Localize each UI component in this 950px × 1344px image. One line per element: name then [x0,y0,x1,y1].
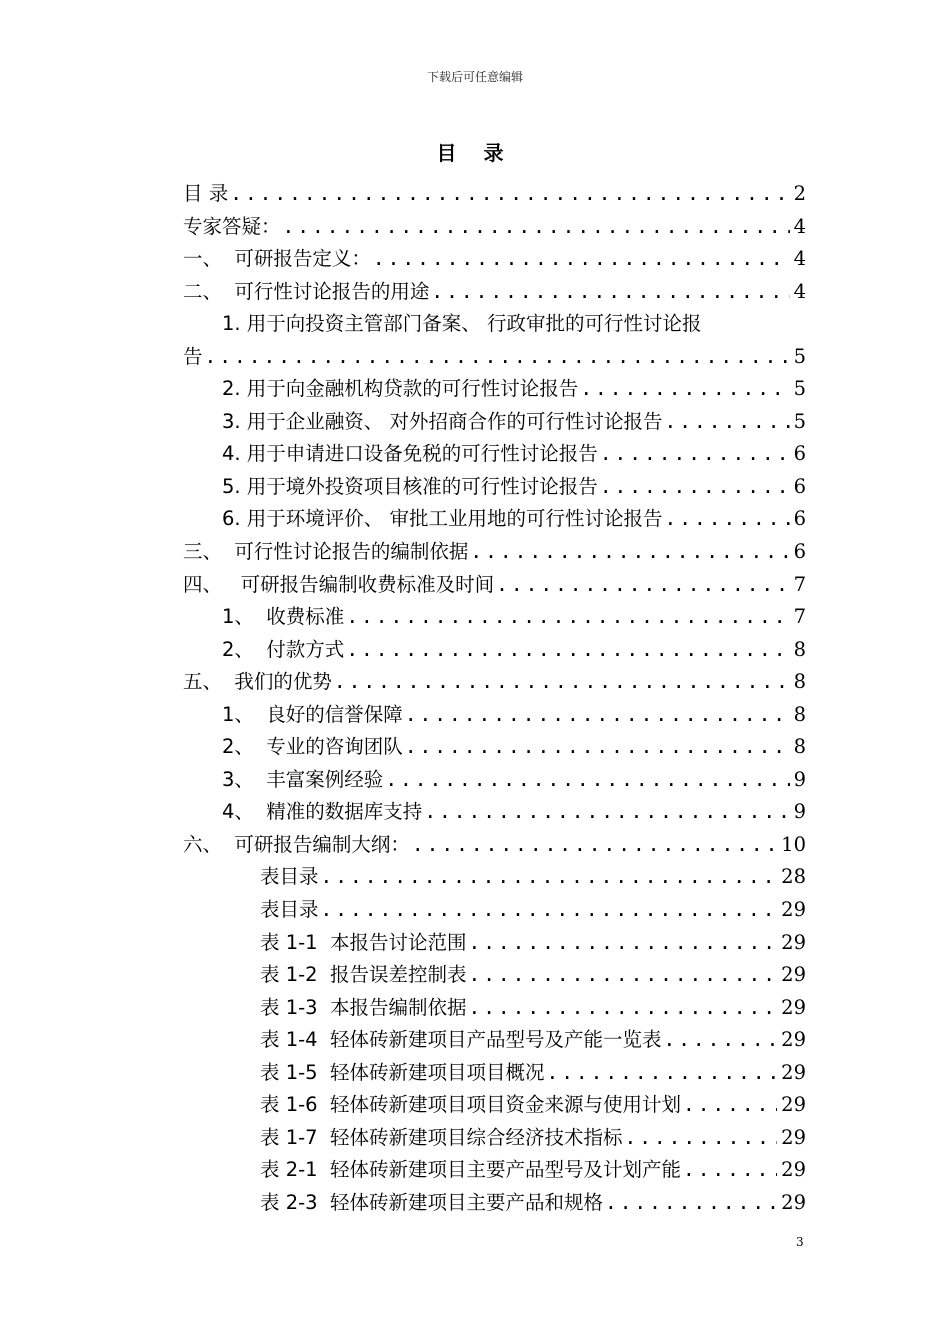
toc-leader-dots [470,536,789,569]
toc-leader-dots [605,1187,777,1220]
toc-leader-dots [334,666,790,699]
toc-entry-page: 4 [793,247,806,271]
toc-entry[interactable] [0,894,950,927]
toc-leader-dots [683,1089,777,1122]
toc-entry[interactable] [0,1154,950,1187]
toc-entry-page: 29 [781,1028,806,1052]
toc-leader-dots [468,927,777,960]
toc-entry[interactable] [0,438,950,471]
toc-entry-page: 8 [793,702,806,726]
toc-leader-dots [283,211,790,244]
toc-entry-title: 3. 用于企业融资、 对外招商合作的可行性讨论报告 [222,409,663,433]
toc-entry[interactable] [0,829,950,862]
toc-leader-dots [205,341,790,374]
toc-entry[interactable] [0,764,950,797]
toc-entry[interactable] [0,276,950,309]
toc-leader-dots [665,503,790,536]
toc-leader-dots [346,601,789,634]
toc-entry[interactable] [0,341,950,374]
toc-leader-dots [373,243,790,276]
toc-entry[interactable] [0,1122,950,1155]
toc-entry-page: 29 [781,930,806,954]
toc-entry-title: 表 1-1 本报告讨论范围 [260,930,467,954]
toc-leader-dots [230,178,789,211]
toc-entry-page: 6 [793,474,806,498]
toc-entry-title: 表 1-6 轻体砖新建项目项目资金来源与使用计划 [260,1093,681,1117]
table-of-contents [0,178,950,1220]
toc-entry-title: 目 录 [183,182,229,205]
toc-entry[interactable] [0,699,950,732]
toc-entry[interactable] [0,992,950,1025]
toc-leader-dots [683,1154,777,1187]
toc-entry-title: 四、 可研报告编制收费标准及时间 [183,572,495,596]
toc-entry-title: 表目录 [260,865,319,889]
toc-leader-dots [346,634,789,667]
toc-entry[interactable] [0,927,950,960]
toc-entry-page: 29 [781,898,806,922]
toc-leader-dots [405,731,790,764]
toc-leader-dots [321,894,778,927]
toc-entry-title: 表 2-1 轻体砖新建项目主要产品型号及计划产能 [260,1158,681,1182]
toc-entry-page: 9 [793,767,806,791]
toc-entry-page: 8 [793,637,806,661]
toc-entry-title: 3、 丰富案例经验 [222,767,384,791]
toc-entry[interactable] [0,861,950,894]
toc-entry[interactable] [0,634,950,667]
toc-entry[interactable] [0,536,950,569]
toc-entry-page: 4 [793,279,806,303]
toc-entry-page: 29 [781,995,806,1019]
toc-leader-dots [624,1122,777,1155]
toc-entry[interactable] [0,731,950,764]
toc-entry[interactable] [0,178,950,211]
toc-entry-title: 4、 精准的数据库支持 [222,800,423,824]
toc-entry[interactable] [0,406,950,439]
toc-entry-title: 专家答疑： [183,214,281,238]
toc-entry-title: 6. 用于环境评价、 审批工业用地的可行性讨论报告 [222,507,663,531]
toc-entry-title: 表 1-4 轻体砖新建项目产品型号及产能一览表 [260,1028,662,1052]
toc-leader-dots [580,373,789,406]
toc-entry-title: 4. 用于申请进口设备免税的可行性讨论报告 [222,442,598,466]
toc-leader-dots [431,276,789,309]
toc-entry-page: 6 [793,507,806,531]
toc-entry-title: 表 1-2 报告误差控制表 [260,963,467,987]
toc-entry-page: 10 [781,832,806,856]
toc-entry-title: 表 1-3 本报告编制依据 [260,995,467,1019]
toc-entry-page: 5 [793,409,806,433]
toc-entry-title: 二、 可行性讨论报告的用途 [183,279,430,303]
toc-entry[interactable] [0,1089,950,1122]
toc-entry[interactable] [0,471,950,504]
toc-entry[interactable] [0,1024,950,1057]
toc-entry-title: 1、 收费标准 [222,605,345,629]
toc-entry-title: 2、 专业的咨询团队 [222,735,403,759]
toc-entry-title: 表目录 [260,898,319,922]
toc-entry[interactable] [0,308,950,341]
toc-leader-dots [468,992,777,1025]
toc-entry-title: 1. 用于向投资主管部门备案、 行政审批的可行性讨论报 [222,312,702,336]
toc-leader-dots [663,1024,777,1057]
toc-entry[interactable] [0,503,950,536]
toc-entry[interactable] [0,1187,950,1220]
toc-leader-dots [424,796,789,829]
toc-entry-title: 表 1-5 轻体砖新建项目项目概况 [260,1060,545,1084]
toc-entry-page: 29 [781,963,806,987]
page-number: 3 [796,1235,804,1249]
toc-entry-title: 三、 可行性讨论报告的编制依据 [183,540,469,564]
toc-leader-dots [412,829,777,862]
toc-entry-page: 6 [793,540,806,564]
toc-entry-page: 5 [793,344,806,368]
toc-entry[interactable] [0,601,950,634]
toc-title: 目 录 [436,141,514,165]
toc-entry-page: 7 [793,605,806,629]
toc-entry-page: 2 [793,182,806,205]
toc-entry-title: 1、 良好的信誉保障 [222,702,403,726]
toc-entry-page: 9 [793,800,806,824]
toc-entry[interactable] [0,243,950,276]
toc-entry-page: 5 [793,377,806,401]
toc-entry-title: 2. 用于向金融机构贷款的可行性讨论报告 [222,377,579,401]
toc-entry-title: 2、 付款方式 [222,637,345,661]
toc-entry-page: 4 [793,214,806,238]
toc-leader-dots [600,471,790,504]
toc-leader-dots [405,699,790,732]
toc-entry[interactable] [0,211,950,244]
toc-leader-dots [468,959,777,992]
toc-entry[interactable] [0,1057,950,1090]
toc-leader-dots [546,1057,777,1090]
toc-entry-page: 29 [781,1125,806,1149]
toc-entry-title: 五、 我们的优势 [183,670,332,694]
toc-entry-title: 告 [183,344,203,368]
toc-leader-dots [600,438,790,471]
toc-entry-page: 29 [781,1060,806,1084]
toc-entry-title: 表 1-7 轻体砖新建项目综合经济技术指标 [260,1125,623,1149]
toc-entry[interactable] [0,569,950,602]
toc-entry[interactable] [0,373,950,406]
toc-entry-page: 28 [781,865,806,889]
toc-leader-dots [665,406,790,439]
toc-entry[interactable] [0,959,950,992]
toc-entry-title: 表 2-3 轻体砖新建项目主要产品和规格 [260,1190,603,1214]
toc-entry-page: 29 [781,1158,806,1182]
toc-entry-page: 8 [793,670,806,694]
toc-entry-title: 一、 可研报告定义： [183,247,371,271]
toc-entry-title: 5. 用于境外投资项目核准的可行性讨论报告 [222,474,598,498]
toc-entry[interactable] [0,796,950,829]
toc-entry-page: 7 [793,572,806,596]
toc-entry-page: 29 [781,1093,806,1117]
toc-leader-dots [321,861,778,894]
page-header: 下载后可任意编辑 [426,70,523,84]
toc-entry[interactable] [0,666,950,699]
toc-entry-page: 6 [793,442,806,466]
toc-leader-dots [385,764,789,797]
toc-entry-page: 29 [781,1190,806,1214]
toc-entry-title: 六、 可研报告编制大纲： [183,832,410,856]
toc-leader-dots [496,569,789,602]
toc-entry-page: 8 [793,735,806,759]
